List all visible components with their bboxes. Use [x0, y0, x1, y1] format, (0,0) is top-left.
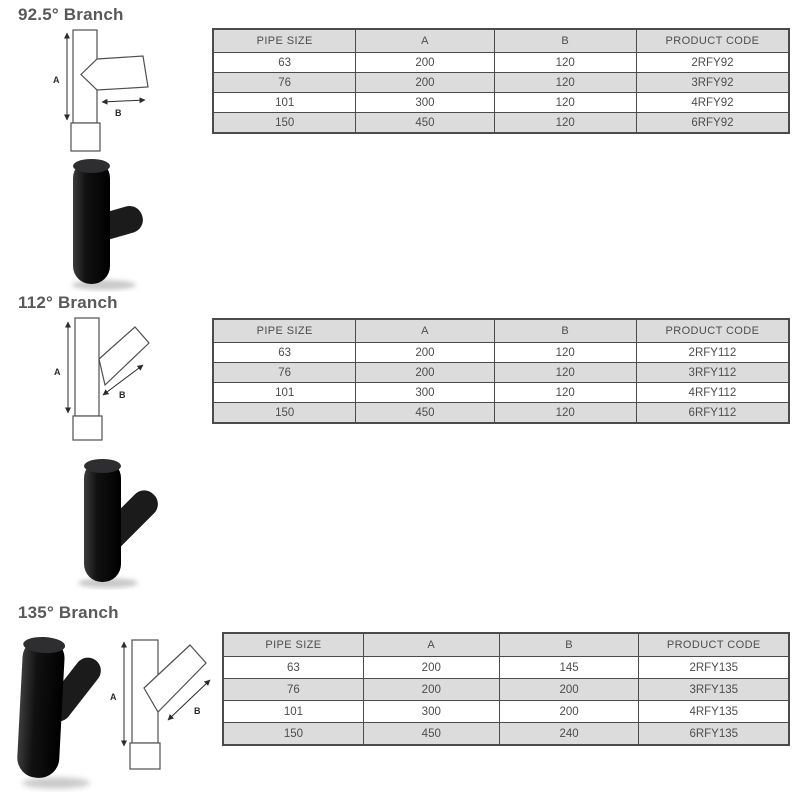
col-header-pipe-size: PIPE SIZE	[213, 319, 356, 343]
cell-product-code: 2RFY135	[639, 657, 789, 679]
dim-label-b: B	[119, 390, 126, 400]
table-row	[223, 723, 789, 746]
table-row	[213, 383, 789, 403]
cell-pipe-size: 150	[213, 403, 356, 424]
pipe-outline	[75, 318, 99, 416]
col-header-product-code: PRODUCT CODE	[636, 319, 789, 343]
col-header-a: A	[363, 633, 499, 657]
cell-pipe-size: 150	[213, 113, 356, 134]
pipe-top-face	[73, 159, 110, 173]
fitting-shadow	[72, 280, 136, 290]
cell-b: 120	[494, 363, 636, 383]
cell-product-code: 4RFY112	[636, 383, 789, 403]
main-pipe-group	[16, 636, 65, 779]
cell-a: 200	[356, 363, 494, 383]
cell-pipe-size: 101	[223, 701, 363, 723]
cell-b: 200	[499, 679, 639, 701]
cell-a: 450	[356, 113, 494, 134]
col-header-product-code: PRODUCT CODE	[636, 29, 789, 53]
table-row	[213, 343, 789, 363]
cell-pipe-size: 150	[223, 723, 363, 746]
section-title-135: 135° Branch	[18, 603, 119, 622]
dimension-diagram-92	[45, 26, 151, 156]
fitting-photo-135	[12, 626, 112, 792]
cell-b: 120	[494, 73, 636, 93]
cell-b: 120	[494, 383, 636, 403]
cell-product-code: 6RFY135	[639, 723, 789, 746]
cell-pipe-size: 101	[213, 383, 356, 403]
dim-label-b: B	[194, 706, 201, 716]
cell-b: 240	[499, 723, 639, 746]
cell-product-code: 3RFY92	[636, 73, 789, 93]
socket-outline	[130, 743, 160, 769]
dim-label-a: A	[53, 75, 60, 85]
cell-b: 200	[499, 701, 639, 723]
cell-a: 300	[356, 93, 494, 113]
cell-b: 120	[494, 343, 636, 363]
cell-b: 145	[499, 657, 639, 679]
table-header-row	[213, 319, 789, 343]
table-row	[213, 93, 789, 113]
cell-pipe-size: 101	[213, 93, 356, 113]
cell-pipe-size: 63	[223, 657, 363, 679]
table-row	[213, 113, 789, 134]
cell-product-code: 4RFY92	[636, 93, 789, 113]
main-pipe-body	[73, 160, 110, 284]
cell-product-code: 3RFY135	[639, 679, 789, 701]
main-pipe-body	[16, 637, 65, 779]
socket-outline	[71, 123, 100, 151]
cell-pipe-size: 76	[223, 679, 363, 701]
cell-a: 200	[363, 679, 499, 701]
cell-pipe-size: 63	[213, 343, 356, 363]
cell-b: 120	[494, 403, 636, 424]
cell-a: 450	[356, 403, 494, 424]
table-header-row	[223, 633, 789, 657]
dimension-diagram-112	[45, 313, 160, 443]
section-title-92: 92.5° Branch	[18, 5, 124, 24]
spec-table-92	[212, 28, 790, 134]
cell-a: 300	[356, 383, 494, 403]
fitting-shadow	[22, 778, 90, 789]
col-header-b: B	[494, 29, 636, 53]
dimension-diagram-135	[108, 628, 223, 774]
table-row	[223, 701, 789, 723]
table-row	[213, 403, 789, 424]
cell-b: 120	[494, 93, 636, 113]
cell-b: 120	[494, 53, 636, 73]
main-pipe-body	[84, 460, 121, 582]
cell-pipe-size: 76	[213, 73, 356, 93]
col-header-pipe-size: PIPE SIZE	[213, 29, 356, 53]
col-header-b: B	[494, 319, 636, 343]
cell-a: 450	[363, 723, 499, 746]
cell-a: 200	[356, 73, 494, 93]
col-header-b: B	[499, 633, 639, 657]
cell-a: 200	[356, 343, 494, 363]
cell-pipe-size: 63	[213, 53, 356, 73]
dim-label-a: A	[110, 692, 117, 702]
col-header-a: A	[356, 319, 494, 343]
dim-label-a: A	[54, 367, 61, 377]
cell-product-code: 4RFY135	[639, 701, 789, 723]
branch-outline	[99, 327, 149, 385]
table-row	[223, 679, 789, 701]
cell-product-code: 6RFY112	[636, 403, 789, 424]
cell-a: 200	[356, 53, 494, 73]
table-row	[213, 53, 789, 73]
dim-label-b: B	[115, 108, 122, 118]
cell-product-code: 2RFY112	[636, 343, 789, 363]
spec-table-112	[212, 318, 790, 424]
cell-a: 200	[363, 657, 499, 679]
col-header-pipe-size: PIPE SIZE	[223, 633, 363, 657]
cell-product-code: 2RFY92	[636, 53, 789, 73]
section-title-112: 112° Branch	[18, 293, 118, 312]
socket-outline	[73, 416, 102, 440]
fitting-photo-92	[62, 150, 157, 292]
cell-a: 300	[363, 701, 499, 723]
cell-b: 120	[494, 113, 636, 134]
fitting-photo-112	[70, 448, 165, 590]
col-header-product-code: PRODUCT CODE	[639, 633, 789, 657]
table-row	[223, 657, 789, 679]
table-header-row	[213, 29, 789, 53]
spec-table-135	[222, 632, 790, 746]
cell-product-code: 3RFY112	[636, 363, 789, 383]
table-row	[213, 73, 789, 93]
pipe-top-face	[84, 459, 121, 473]
col-header-a: A	[356, 29, 494, 53]
cell-product-code: 6RFY92	[636, 113, 789, 134]
cell-pipe-size: 76	[213, 363, 356, 383]
dim-line-b	[102, 100, 145, 102]
table-row	[213, 363, 789, 383]
